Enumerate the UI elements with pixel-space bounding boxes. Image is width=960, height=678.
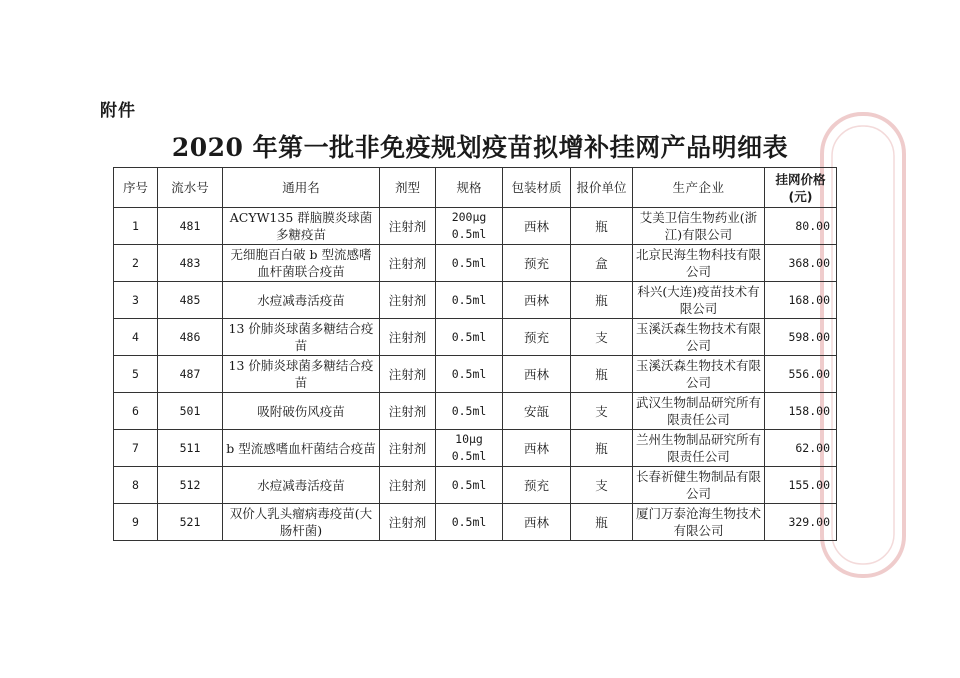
cell-serial: 483 xyxy=(158,245,223,282)
cell-index: 1 xyxy=(114,208,158,245)
cell-index: 8 xyxy=(114,467,158,504)
col-header-serial: 流水号 xyxy=(158,168,223,208)
cell-manufacturer: 长春祈健生物制品有限公司 xyxy=(633,467,765,504)
col-header-index: 序号 xyxy=(114,168,158,208)
cell-generic-name: 13 价肺炎球菌多糖结合疫苗 xyxy=(223,356,380,393)
cell-unit: 瓶 xyxy=(571,430,633,467)
cell-packaging: 预充 xyxy=(503,467,571,504)
table-row xyxy=(114,504,837,541)
cell-serial: 485 xyxy=(158,282,223,319)
cell-packaging: 西林 xyxy=(503,356,571,393)
cell-unit: 支 xyxy=(571,319,633,356)
cell-spec: 0.5ml xyxy=(436,245,503,282)
col-header-unit: 报价单位 xyxy=(571,168,633,208)
table-row xyxy=(114,245,837,282)
cell-manufacturer: 厦门万泰沧海生物技术有限公司 xyxy=(633,504,765,541)
attachment-label: 附件 xyxy=(100,101,136,121)
page-title: 2020 年第一批非免疫规划疫苗拟增补挂网产品明细表 xyxy=(171,133,789,162)
cell-serial: 512 xyxy=(158,467,223,504)
table-row xyxy=(114,208,837,245)
cell-unit: 瓶 xyxy=(571,356,633,393)
cell-serial: 511 xyxy=(158,430,223,467)
cell-packaging: 西林 xyxy=(503,504,571,541)
cell-dosage-form: 注射剂 xyxy=(380,319,436,356)
cell-packaging: 西林 xyxy=(503,282,571,319)
col-header-spec: 规格 xyxy=(436,168,503,208)
cell-manufacturer: 兰州生物制品研究所有限责任公司 xyxy=(633,430,765,467)
cell-serial: 521 xyxy=(158,504,223,541)
cell-unit: 瓶 xyxy=(571,208,633,245)
cell-serial: 481 xyxy=(158,208,223,245)
cell-index: 7 xyxy=(114,430,158,467)
cell-generic-name: 水痘减毒活疫苗 xyxy=(223,282,380,319)
cell-unit: 瓶 xyxy=(571,504,633,541)
cell-packaging: 西林 xyxy=(503,430,571,467)
col-header-price: 挂网价格 (元) xyxy=(765,168,837,208)
cell-index: 2 xyxy=(114,245,158,282)
cell-serial: 486 xyxy=(158,319,223,356)
cell-price: 155.00 xyxy=(765,467,837,504)
cell-price: 80.00 xyxy=(765,208,837,245)
cell-packaging: 预充 xyxy=(503,245,571,282)
cell-dosage-form: 注射剂 xyxy=(380,393,436,430)
cell-manufacturer: 科兴(大连)疫苗技术有限公司 xyxy=(633,282,765,319)
cell-dosage-form: 注射剂 xyxy=(380,504,436,541)
table-row xyxy=(114,430,837,467)
cell-price: 598.00 xyxy=(765,319,837,356)
cell-price: 556.00 xyxy=(765,356,837,393)
cell-dosage-form: 注射剂 xyxy=(380,245,436,282)
table-row xyxy=(114,319,837,356)
table-row xyxy=(114,282,837,319)
col-header-manufacturer: 生产企业 xyxy=(633,168,765,208)
cell-manufacturer: 玉溪沃森生物技术有限公司 xyxy=(633,319,765,356)
col-header-generic-name: 通用名 xyxy=(223,168,380,208)
table-row xyxy=(114,356,837,393)
cell-spec: 0.5ml xyxy=(436,282,503,319)
cell-generic-name: 13 价肺炎球菌多糖结合疫苗 xyxy=(223,319,380,356)
table-row xyxy=(114,393,837,430)
cell-unit: 瓶 xyxy=(571,282,633,319)
cell-generic-name: 无细胞百白破 b 型流感嗜血杆菌联合疫苗 xyxy=(223,245,380,282)
table-row xyxy=(114,467,837,504)
cell-unit: 支 xyxy=(571,467,633,504)
cell-serial: 487 xyxy=(158,356,223,393)
vaccine-product-table xyxy=(113,167,837,541)
cell-index: 9 xyxy=(114,504,158,541)
cell-manufacturer: 武汉生物制品研究所有限责任公司 xyxy=(633,393,765,430)
cell-packaging: 安瓿 xyxy=(503,393,571,430)
cell-unit: 支 xyxy=(571,393,633,430)
cell-price: 329.00 xyxy=(765,504,837,541)
cell-generic-name: 吸附破伤风疫苗 xyxy=(223,393,380,430)
cell-generic-name: b 型流感嗜血杆菌结合疫苗 xyxy=(223,430,380,467)
cell-manufacturer: 玉溪沃森生物技术有限公司 xyxy=(633,356,765,393)
cell-dosage-form: 注射剂 xyxy=(380,430,436,467)
cell-spec: 0.5ml xyxy=(436,393,503,430)
cell-manufacturer: 北京民海生物科技有限公司 xyxy=(633,245,765,282)
col-header-dosage-form: 剂型 xyxy=(380,168,436,208)
cell-price: 158.00 xyxy=(765,393,837,430)
cell-generic-name: ACYW135 群脑膜炎球菌多糖疫苗 xyxy=(223,208,380,245)
cell-spec: 0.5ml xyxy=(436,319,503,356)
cell-index: 3 xyxy=(114,282,158,319)
cell-price: 62.00 xyxy=(765,430,837,467)
cell-index: 4 xyxy=(114,319,158,356)
cell-index: 6 xyxy=(114,393,158,430)
cell-spec: 0.5ml xyxy=(436,467,503,504)
cell-dosage-form: 注射剂 xyxy=(380,282,436,319)
table-header-row xyxy=(114,168,837,208)
cell-unit: 盒 xyxy=(571,245,633,282)
cell-price: 168.00 xyxy=(765,282,837,319)
cell-dosage-form: 注射剂 xyxy=(380,467,436,504)
col-header-packaging: 包装材质 xyxy=(503,168,571,208)
cell-dosage-form: 注射剂 xyxy=(380,356,436,393)
cell-packaging: 预充 xyxy=(503,319,571,356)
cell-dosage-form: 注射剂 xyxy=(380,208,436,245)
cell-spec: 10μg 0.5ml xyxy=(436,430,503,467)
cell-serial: 501 xyxy=(158,393,223,430)
cell-generic-name: 双价人乳头瘤病毒疫苗(大肠杆菌) xyxy=(223,504,380,541)
cell-price: 368.00 xyxy=(765,245,837,282)
cell-spec: 0.5ml xyxy=(436,504,503,541)
cell-manufacturer: 艾美卫信生物药业(浙江)有限公司 xyxy=(633,208,765,245)
cell-packaging: 西林 xyxy=(503,208,571,245)
cell-spec: 0.5ml xyxy=(436,356,503,393)
cell-generic-name: 水痘减毒活疫苗 xyxy=(223,467,380,504)
cell-spec: 200μg 0.5ml xyxy=(436,208,503,245)
cell-index: 5 xyxy=(114,356,158,393)
